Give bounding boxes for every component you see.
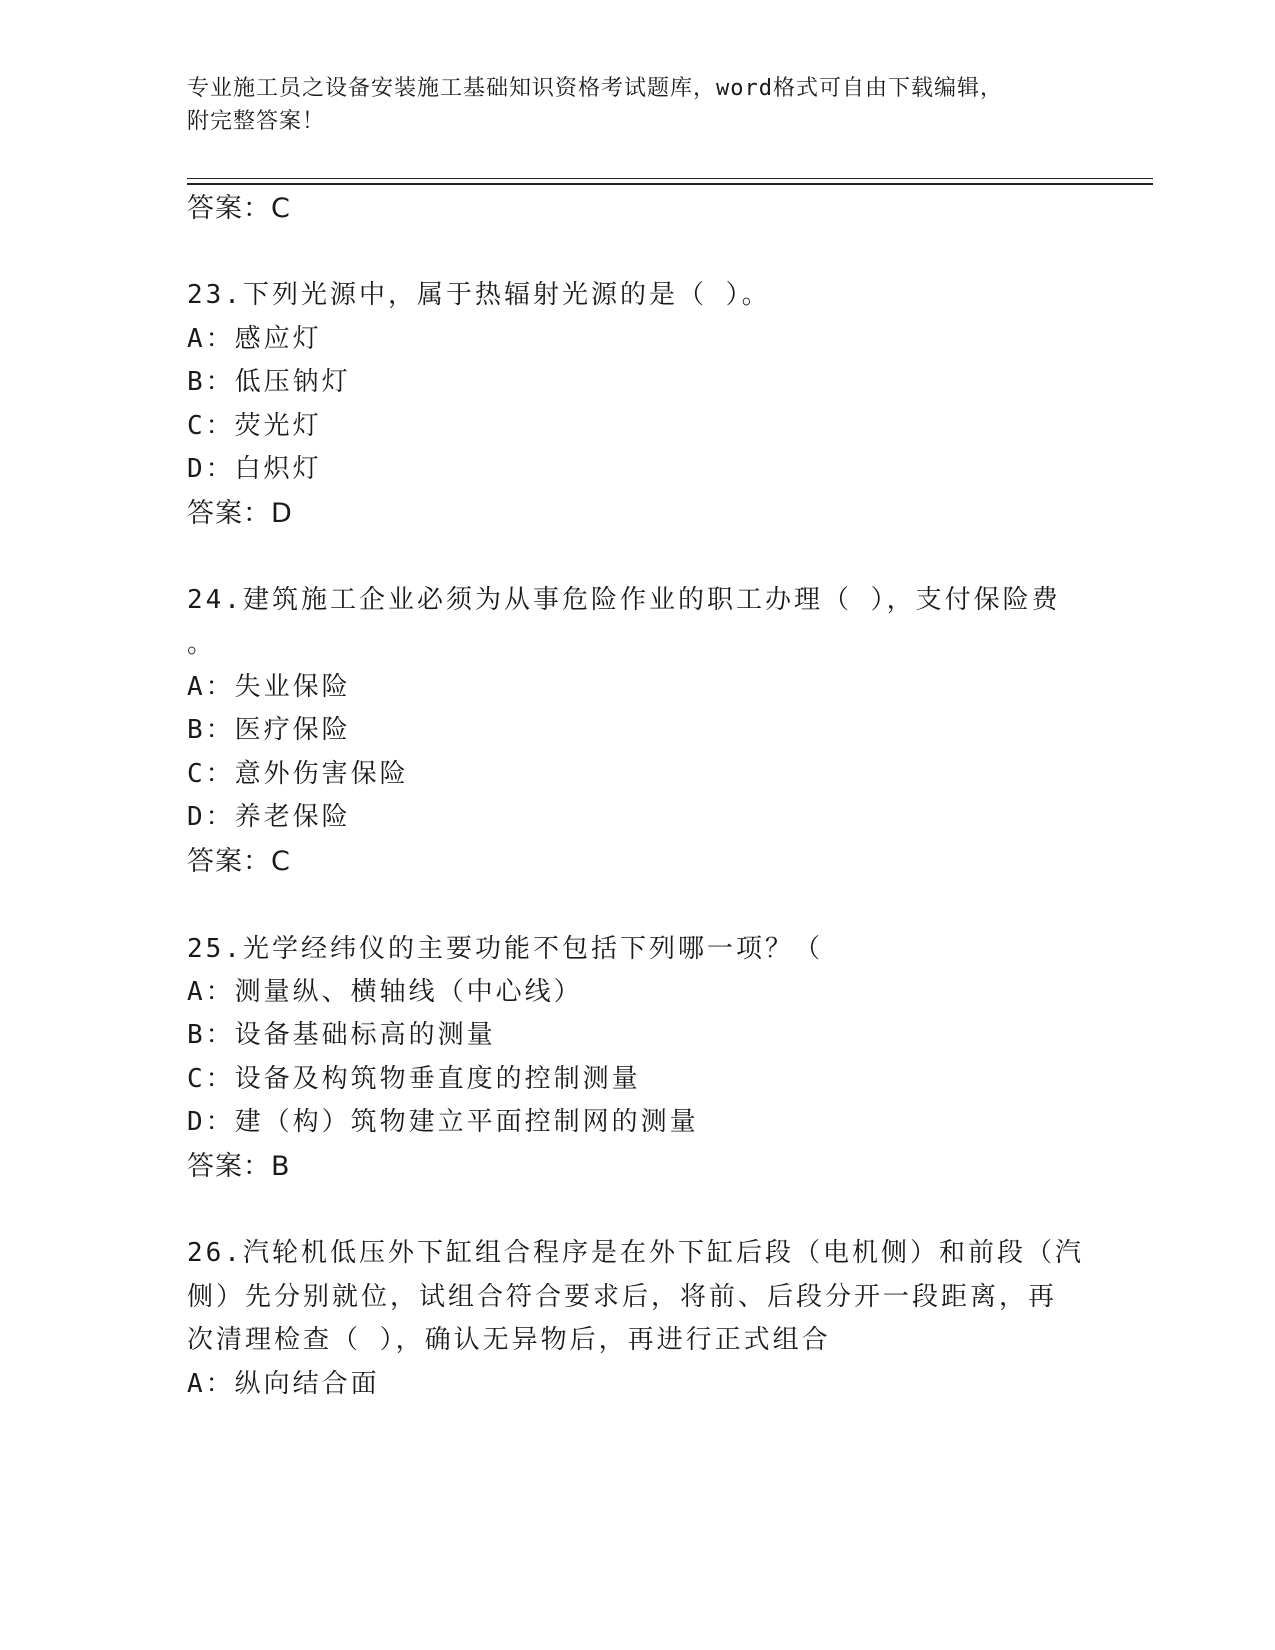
question-text: 24.建筑施工企业必须为从事危险作业的职工办理（ ），支付保险费	[187, 585, 1061, 615]
question-text-continued: 。	[187, 629, 217, 659]
document-header	[187, 72, 1087, 138]
option-d: D：养老保险	[187, 802, 351, 832]
question-text: 23.下列光源中，属于热辐射光源的是（ ）。	[187, 280, 771, 310]
option-b: B：医疗保险	[187, 715, 351, 745]
header-divider-thin	[187, 178, 1153, 179]
header-line-2: 附完整答案！	[187, 109, 326, 134]
answer-line: 答案：B	[187, 1151, 291, 1182]
header-line-1: 专业施工员之设备安装施工基础知识资格考试题库，word格式可自由下载编辑，	[187, 76, 1003, 101]
option-c: C：意外伤害保险	[187, 759, 409, 789]
question-text-continued: 次清理检查（ ），确认无异物后，再进行正式组合	[187, 1325, 831, 1355]
option-a: A：测量纵、横轴线（中心线）	[187, 977, 583, 1007]
question-text: 26.汽轮机低压外下缸组合程序是在外下缸后段（电机侧）和前段（汽	[187, 1238, 1084, 1268]
answer-line: 答案：C	[187, 193, 291, 224]
option-a: A：感应灯	[187, 324, 322, 354]
answer-line: 答案：C	[187, 846, 291, 877]
option-c: C：荧光灯	[187, 411, 322, 441]
option-b: B：低压钠灯	[187, 367, 351, 397]
question-text-continued: 侧）先分别就位，试组合符合要求后，将前、后段分开一段距离，再	[187, 1282, 1058, 1312]
option-d: D：白炽灯	[187, 454, 322, 484]
option-b: B：设备基础标高的测量	[187, 1020, 496, 1050]
option-d: D：建（构）筑物建立平面控制网的测量	[187, 1107, 699, 1137]
option-a: A：失业保险	[187, 672, 351, 702]
answer-line: 答案：D	[187, 498, 293, 529]
header-divider-thick	[187, 183, 1153, 185]
question-text: 25.光学经纬仪的主要功能不包括下列哪一项？（	[187, 934, 823, 964]
option-c: C：设备及构筑物垂直度的控制测量	[187, 1064, 641, 1094]
option-a: A：纵向结合面	[187, 1369, 380, 1399]
